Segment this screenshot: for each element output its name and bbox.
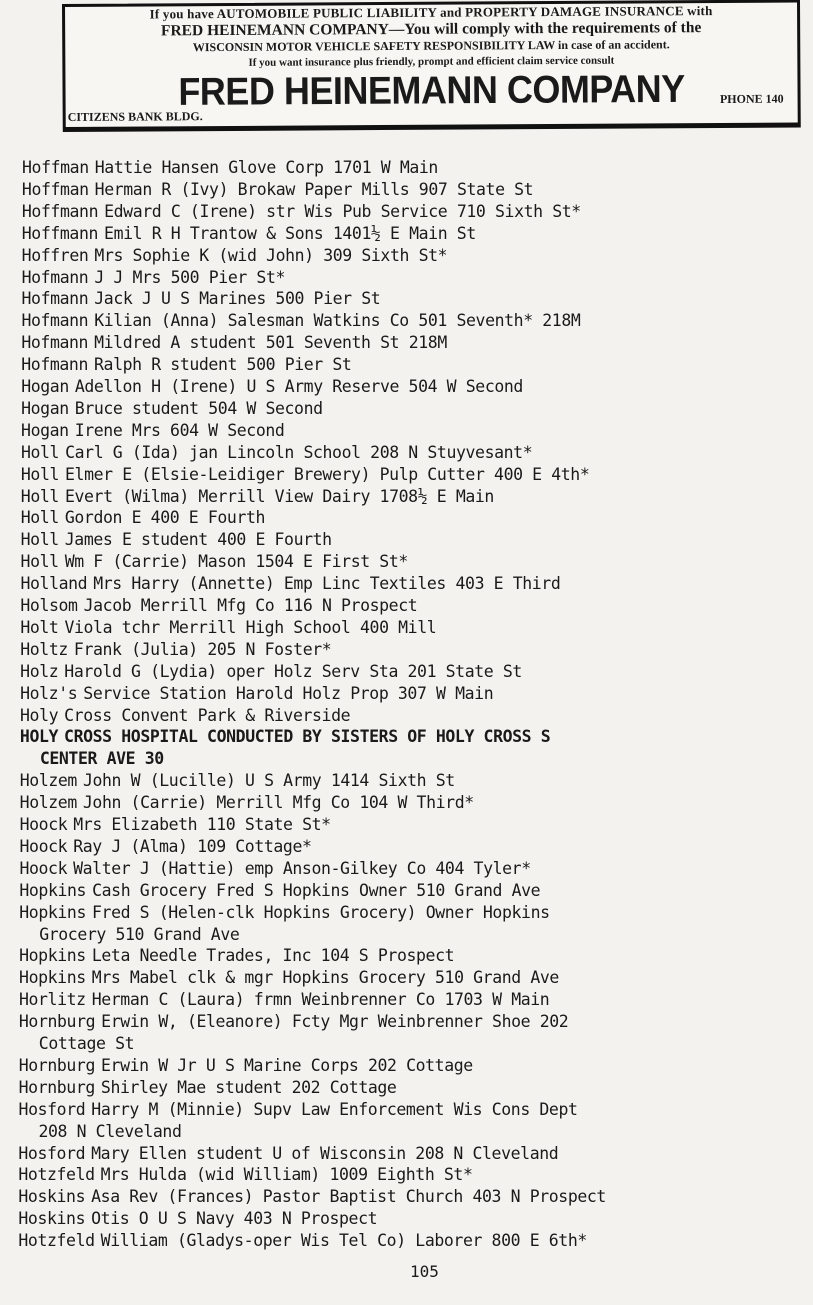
entry-surname: Hoskins — [18, 1209, 86, 1229]
entry-details: John (Carrie) Merrill Mfg Co 104 W Third* — [82, 793, 474, 813]
entry-surname: Hoffmann — [21, 201, 99, 221]
directory-entry — [19, 1078, 397, 1098]
entry-surname: Holz's — [20, 683, 78, 703]
directory-entry — [21, 399, 323, 419]
entry-surname: Holy — [20, 705, 59, 725]
entry-details: Adellon H (Irene) U S Army Reserve 504 W Second — [74, 377, 523, 396]
ad-line-4: If you want insurance plus friendly, prompt and efficient claim service consult — [248, 54, 615, 69]
entry-details: Asa Rev (Frances) Pastor Baptist Church 403 N Prospect — [91, 1187, 606, 1207]
entry-details: Wm F (Carrie) Mason 1504 E First St* — [64, 552, 408, 572]
entry-surname: Holt — [20, 617, 59, 637]
directory-entry — [20, 596, 417, 616]
entry-surname: Holl — [20, 442, 60, 462]
entry-surname: Holl — [20, 464, 60, 484]
entry-surname: Holl — [20, 508, 59, 528]
directory-entry — [21, 311, 580, 331]
entry-surname: Holsom — [20, 596, 78, 615]
directory-entry — [20, 640, 331, 660]
entry-details: Walter J (Hattie) emp Anson-Gilkey Co 404 Tyler* — [73, 858, 531, 878]
directory-entry — [22, 202, 581, 222]
directory-entry — [20, 574, 560, 594]
directory-entry — [20, 662, 522, 682]
entry-surname: Hoock — [19, 836, 68, 856]
entry-details: Harry M (Minnie) Supv Law Enforcement Wis Cons Dept — [91, 1099, 578, 1119]
entry-details: Frank (Julia) 205 N Foster* — [73, 639, 332, 659]
directory-entry — [19, 968, 559, 988]
entry-details: Cross Convent Park & Riverside — [64, 705, 351, 725]
entry-details: Fred S (Helen-clk Hopkins Grocery) Owner Hopkins — [92, 902, 550, 922]
directory-entry — [21, 421, 284, 441]
entry-details: Elmer E (Elsie-Leidiger Brewery) Pulp Cutter 400 E 4th* — [65, 464, 590, 484]
entry-surname: Holl — [20, 530, 59, 550]
entry-surname: Hogan — [21, 398, 69, 418]
page-number: 105 — [410, 1262, 439, 1281]
directory-entry — [19, 946, 454, 966]
directory-entry — [18, 1209, 377, 1229]
entry-details: Shirley Mae student 202 Cottage — [100, 1077, 397, 1097]
directory-entry — [19, 990, 549, 1010]
entry-details: CROSS HOSPITAL CONDUCTED BY SISTERS OF HOLY CROSS S — [64, 727, 551, 747]
entry-surname: Hopkins — [19, 902, 87, 922]
entry-details: Harold G (Lydia) oper Holz Serv Sta 201 State St — [64, 661, 522, 681]
entry-surname: Holzem — [19, 793, 77, 813]
entry-surname: Hofmann — [21, 311, 89, 331]
entry-details: Hattie Hansen Glove Corp 1701 W Main — [94, 158, 438, 177]
entry-surname: Hoffman — [21, 179, 89, 199]
ad-building: CITIZENS BANK BLDG. — [67, 109, 203, 124]
directory-entry — [22, 289, 381, 309]
directory-entry-continuation — [20, 749, 164, 769]
entry-surname: Holl — [20, 486, 59, 506]
entry-surname: Holz — [20, 661, 59, 681]
directory-entry — [18, 1231, 587, 1251]
entry-surname: Hoffmann — [21, 223, 99, 243]
directory-entry — [21, 552, 408, 572]
entry-details: Leta Needle Trades, Inc 104 S Prospect — [91, 946, 455, 966]
entry-surname: Horlitz — [18, 990, 86, 1010]
directory-entry — [21, 508, 265, 528]
directory-entry — [21, 530, 332, 550]
entry-details: Herman C (Laura) frmn Weinbrenner Co 1703 W Main — [91, 990, 550, 1010]
directory-entry — [20, 771, 455, 791]
directory-entry — [22, 158, 438, 178]
ad-line-3: WISCONSIN MOTOR VEHICLE SAFETY RESPONSIBILITY LAW in case of an accident. — [192, 37, 670, 55]
directory-entry — [22, 268, 285, 288]
entry-surname: Hornburg — [18, 1077, 95, 1097]
entry-surname: Hofmann — [21, 333, 89, 353]
entry-surname: Hopkins — [19, 968, 86, 988]
entry-details: Mary Ellen student U of Wisconsin 208 N Cleveland — [91, 1143, 559, 1163]
entry-details: Herman R (Ivy) Brokaw Paper Mills 907 State St — [94, 179, 534, 199]
entry-surname: Hotzfeld — [18, 1231, 95, 1251]
entry-continuation-text: Cottage St — [38, 1034, 135, 1053]
entry-details: Ray J (Alma) 109 Cottage* — [73, 836, 312, 856]
entry-surname: Hogan — [21, 420, 69, 440]
entry-surname: Hotzfeld — [18, 1165, 95, 1185]
directory-entry — [20, 793, 474, 813]
entry-surname: Hopkins — [19, 880, 87, 900]
entry-surname: Hofmann — [21, 355, 89, 375]
directory-entry — [19, 1056, 473, 1076]
entry-surname: Hosford — [18, 1143, 86, 1163]
directory-entry — [18, 1165, 472, 1185]
entry-surname: Hogan — [21, 377, 69, 396]
entry-surname: HOLY — [19, 727, 59, 747]
entry-details: Erwin W, (Eleanore) Fcty Mgr Weinbrenner Shoe 202 — [101, 1012, 569, 1032]
ad-line-1: If you have AUTOMOBILE PUBLIC LIABILITY and PROPERTY DAMAGE INSURANCE with — [149, 3, 713, 22]
entry-surname: Holzem — [19, 771, 77, 791]
entry-surname: Hofmann — [21, 267, 89, 287]
entry-surname: Hoffman — [22, 158, 89, 177]
entry-details: Kilian (Anna) Salesman Watkins Co 501 Seventh* 218M — [94, 311, 581, 331]
entry-continuation-text: Grocery 510 Grand Ave — [39, 924, 240, 944]
directory-entry — [19, 1100, 578, 1120]
entry-surname: Holl — [20, 552, 59, 572]
directory-entry — [21, 465, 590, 485]
directory-entry — [22, 180, 533, 200]
directory-entry — [20, 684, 493, 704]
directory-entry — [19, 859, 530, 879]
directory-entry — [19, 903, 549, 923]
entry-details: Evert (Wilma) Merrill View Dairy 1708½ E Main — [64, 486, 494, 506]
directory-entry — [20, 815, 331, 835]
directory-entry — [20, 706, 350, 726]
entry-details: J J Mrs 500 Pier St* — [94, 267, 286, 287]
entry-details: Irene Mrs 604 W Second — [74, 420, 285, 440]
entry-details: Mrs Elizabeth 110 State St* — [73, 815, 331, 834]
directory-entry-continuation — [19, 925, 239, 945]
entry-details: Jacob Merrill Mfg Co 116 N Prospect — [83, 596, 418, 615]
entry-surname: Hoskins — [18, 1187, 86, 1207]
entry-details: Bruce student 504 W Second — [74, 398, 323, 418]
directory-entry-continuation — [18, 1122, 181, 1142]
directory-entry-continuation — [19, 1034, 134, 1054]
entry-surname: Hornburg — [18, 1012, 96, 1032]
entry-surname: Hopkins — [19, 946, 86, 966]
entry-surname: Holland — [20, 574, 88, 594]
entry-details: Erwin W Jr U S Marine Corps 202 Cottage — [101, 1055, 473, 1075]
entry-details: Carl G (Ida) jan Lincoln School 208 N Stuyvesant* — [65, 442, 533, 462]
ad-phone: PHONE 140 — [719, 91, 784, 106]
entry-surname: Hoock — [19, 858, 68, 878]
entry-surname: Hornburg — [18, 1055, 95, 1075]
entry-details: Edward C (Irene) str Wis Pub Service 710 Sixth St* — [104, 201, 581, 221]
ad-company-name: FRED HEINEMANN COMPANY — [178, 66, 685, 114]
directory-entry — [19, 881, 540, 901]
entry-details: Mrs Mabel clk & mgr Hopkins Grocery 510 Grand Ave — [91, 968, 559, 988]
ad-line-2: FRED HEINEMANN COMPANY—You will comply with the requirements of the — [160, 19, 702, 40]
directory-entry — [18, 1144, 558, 1164]
entry-details: Mrs Harry (Annette) Emp Linc Textiles 403 E Third — [93, 574, 561, 594]
entry-details: William (Gladys-oper Wis Tel Co) Laborer 800 E 6th* — [100, 1231, 587, 1251]
directory-entry — [21, 443, 532, 463]
directory-entry — [19, 1012, 568, 1032]
entry-details: Otis O U S Navy 403 N Prospect — [91, 1209, 378, 1229]
entry-surname: Holtz — [20, 639, 68, 659]
entry-details: Cash Grocery Fred S Hopkins Owner 510 Grand Ave — [92, 880, 541, 900]
directory-entry — [21, 487, 494, 507]
entry-details: Mrs Sophie K (wid John) 309 Sixth St* — [94, 245, 448, 265]
entry-surname: Hoffren — [21, 245, 89, 265]
entry-surname: Hoock — [19, 815, 68, 834]
entry-details: John W (Lucille) U S Army 1414 Sixth St — [82, 771, 455, 791]
entry-details: Mildred A student 501 Seventh St 218M — [94, 333, 447, 353]
entry-surname: Hosford — [18, 1099, 86, 1119]
entry-details: Emil R H Trantow & Sons 1401½ E Main St — [104, 223, 476, 243]
directory-entry — [21, 355, 351, 375]
entry-details: James E student 400 E Fourth — [64, 530, 332, 550]
directory-entry — [18, 1187, 606, 1207]
directory-entry — [20, 837, 312, 857]
directory-entry — [21, 333, 447, 353]
directory-entry — [22, 246, 448, 266]
entry-continuation-text: 208 N Cleveland — [38, 1121, 182, 1141]
entry-details: Viola tchr Merrill High School 400 Mill — [64, 617, 437, 637]
directory-entry — [21, 377, 523, 397]
entry-continuation-text: CENTER AVE 30 — [39, 749, 164, 769]
directory-entry — [20, 618, 436, 638]
directory-entry — [20, 727, 550, 747]
entry-surname: Hofmann — [21, 289, 89, 309]
entry-details: Mrs Hulda (wid William) 1009 Eighth St* — [100, 1165, 473, 1185]
directory-entry — [22, 224, 476, 244]
entry-details: Ralph R student 500 Pier St — [94, 355, 352, 375]
entry-details: Service Station Harold Holz Prop 307 W Main — [83, 683, 494, 703]
entry-details: Gordon E 400 E Fourth — [64, 508, 266, 528]
entry-details: Jack J U S Marines 500 Pier St — [94, 289, 381, 309]
